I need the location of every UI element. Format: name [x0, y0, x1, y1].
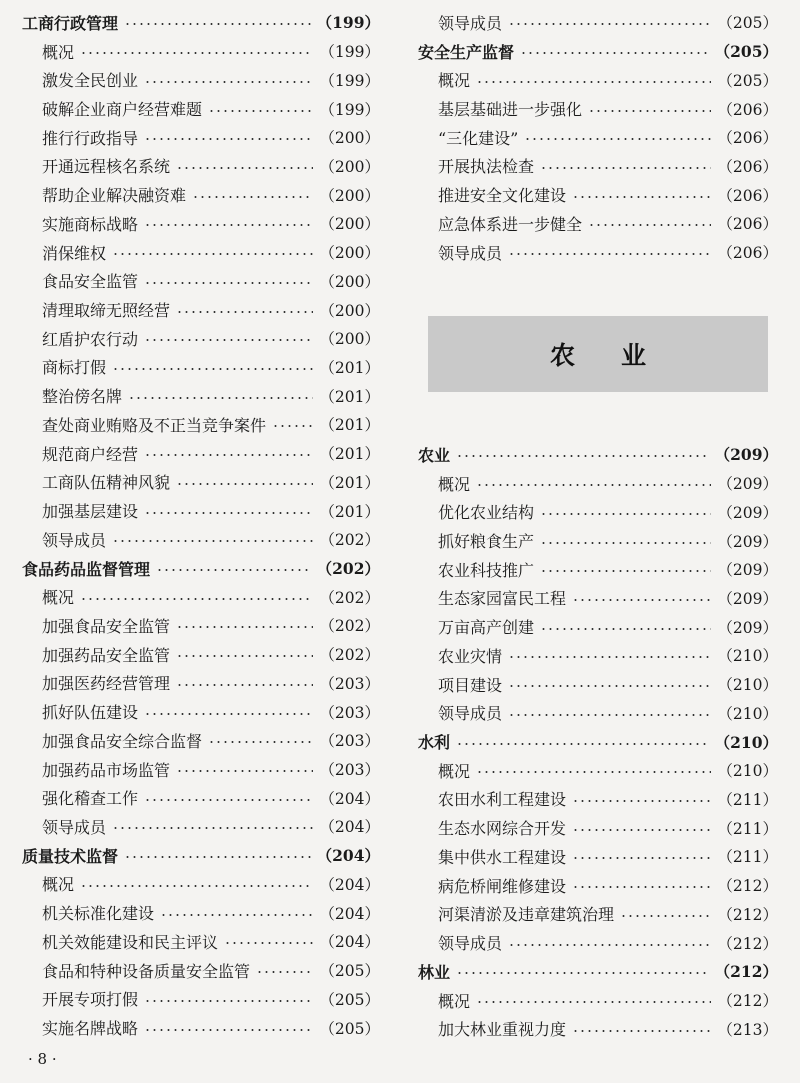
toc-page-number: （205）	[717, 14, 778, 33]
toc-page-number: （200）	[319, 129, 380, 148]
toc-page-number: （200）	[319, 272, 380, 291]
toc-entry[interactable]	[418, 670, 778, 699]
toc-page-number: （201）	[319, 358, 380, 377]
dot-leader	[508, 253, 711, 255]
dot-leader	[540, 570, 711, 572]
toc-page-number: （201）	[319, 445, 380, 464]
toc-entry-label: 领导成员	[42, 817, 107, 837]
toc-entry[interactable]	[22, 496, 380, 525]
toc-page-number: （210）	[717, 676, 778, 695]
toc-entry[interactable]	[418, 469, 778, 498]
toc-page-number: （205）	[714, 42, 778, 62]
toc-entry[interactable]	[22, 611, 380, 640]
dot-leader	[508, 685, 711, 687]
toc-page-number: （202）	[319, 588, 380, 607]
toc-entry-label: 领导成员	[438, 13, 503, 33]
toc-page-number: （200）	[319, 215, 380, 234]
toc-entry[interactable]	[22, 927, 380, 956]
dot-leader	[176, 626, 313, 628]
toc-entry-label: 食品安全监管	[42, 272, 139, 292]
dot-leader	[208, 110, 313, 112]
toc-page-number: （210）	[717, 704, 778, 723]
toc-page-number: （201）	[319, 387, 380, 406]
toc-page-number: （206）	[717, 215, 778, 234]
toc-page-number: （209）	[717, 561, 778, 580]
toc-page-number: （206）	[717, 129, 778, 148]
toc-page-number: （199）	[319, 71, 380, 90]
dot-leader	[572, 196, 711, 198]
toc-entry[interactable]	[22, 295, 380, 324]
dot-leader	[588, 224, 711, 226]
dot-leader	[112, 253, 313, 255]
toc-entry[interactable]	[22, 238, 380, 267]
dot-leader	[144, 81, 313, 83]
toc-entry[interactable]	[22, 123, 380, 152]
toc-entry-label: 基层基础进一步强化	[438, 100, 583, 120]
toc-page-number: （202）	[316, 559, 380, 579]
dot-leader	[540, 513, 711, 515]
toc-entry-label: 红盾护农行动	[42, 329, 139, 349]
toc-entry[interactable]	[22, 984, 380, 1013]
dot-leader	[176, 770, 313, 772]
toc-entry-label: 病危桥闸维修建设	[438, 876, 567, 896]
toc-page-number: （204）	[319, 933, 380, 952]
dot-leader	[144, 339, 313, 341]
toc-entry-label: 实施名牌战略	[42, 1019, 139, 1039]
toc-entry[interactable]	[418, 65, 778, 94]
toc-entry-label: 农业科技推广	[438, 560, 535, 580]
dot-leader	[508, 656, 711, 658]
toc-entry-label: 水利	[418, 733, 451, 753]
toc-entry-label: 加大林业重视力度	[438, 1020, 567, 1040]
toc-entry[interactable]	[22, 180, 380, 209]
toc-section-heading[interactable]	[418, 37, 778, 66]
toc-entry-label: 质量技术监督	[22, 846, 119, 866]
dot-leader	[160, 914, 313, 916]
toc-entry-label: 查处商业贿赂及不正当竞争案件	[42, 415, 267, 435]
toc-page-number: （200）	[319, 330, 380, 349]
toc-entry-label: 抓好队伍建设	[42, 703, 139, 723]
toc-section-heading[interactable]	[418, 727, 778, 756]
toc-page-number: （201）	[319, 502, 380, 521]
toc-entry-label: 概况	[438, 71, 471, 91]
toc-entry-label: 食品药品监督管理	[22, 559, 151, 579]
toc-entry-label: 开通远程核名系统	[42, 157, 171, 177]
toc-entry-label: 优化农业结构	[438, 503, 535, 523]
toc-entry-label: 安全生产监督	[418, 42, 515, 62]
dot-leader	[112, 540, 313, 542]
toc-entry[interactable]	[418, 123, 778, 152]
toc-entry-label: 概况	[42, 875, 75, 895]
toc-entry-label: 农业	[418, 445, 451, 465]
dot-leader	[144, 224, 313, 226]
dot-leader	[520, 52, 709, 54]
toc-entry[interactable]	[418, 986, 778, 1015]
toc-entry-label: 帮助企业解决融资难	[42, 186, 187, 206]
dot-leader	[176, 311, 313, 313]
toc-entry[interactable]	[22, 697, 380, 726]
toc-entry-label: 加强医药经营管理	[42, 674, 171, 694]
toc-page-number: （201）	[319, 473, 380, 492]
toc-page-number: （211）	[717, 848, 778, 867]
toc-entry-label: 工商队伍精神风貌	[42, 473, 171, 493]
toc-entry[interactable]	[22, 353, 380, 382]
toc-entry[interactable]	[22, 525, 380, 554]
toc-entry-label: 万亩高产创建	[438, 618, 535, 638]
toc-entry[interactable]	[22, 324, 380, 353]
dot-leader	[572, 886, 711, 888]
toc-entry-label: 清理取缔无照经营	[42, 301, 171, 321]
dot-leader	[80, 52, 313, 54]
dot-leader	[144, 138, 313, 140]
chapter-banner	[428, 316, 768, 392]
toc-entry-label: 开展执法检查	[438, 157, 535, 177]
toc-entry[interactable]	[418, 526, 778, 555]
dot-leader	[588, 110, 711, 112]
dot-leader	[620, 915, 711, 917]
toc-entry[interactable]	[418, 94, 778, 123]
toc-entry-label: 实施商标战略	[42, 214, 139, 234]
toc-entry-label: 概况	[42, 42, 75, 62]
toc-section-heading[interactable]	[418, 440, 778, 469]
toc-entry[interactable]	[22, 898, 380, 927]
toc-entry[interactable]	[418, 928, 778, 957]
toc-page-number: （205）	[319, 962, 380, 981]
toc-page-number: （202）	[319, 617, 380, 636]
toc-page-number: （213）	[717, 1020, 778, 1039]
toc-entry-label: 加强药品市场监管	[42, 760, 171, 780]
toc-entry-label: 加强食品安全综合监督	[42, 731, 203, 751]
dot-leader	[124, 856, 311, 858]
toc-entry-label: 生态水网综合开发	[438, 819, 567, 839]
toc-page-number: （212）	[714, 962, 778, 982]
toc-entry-label: 推进安全文化建设	[438, 186, 567, 206]
dot-leader	[572, 1030, 711, 1032]
toc-entry[interactable]	[418, 612, 778, 641]
toc-page-number: （199）	[319, 100, 380, 119]
dot-leader	[572, 857, 711, 859]
toc-page-number: （205）	[319, 1019, 380, 1038]
toc-entry[interactable]	[418, 238, 778, 267]
toc-entry[interactable]	[22, 582, 380, 611]
toc-entry[interactable]	[22, 755, 380, 784]
toc-entry-label: 激发全民创业	[42, 71, 139, 91]
toc-entry-label: “三化建设”	[438, 128, 519, 148]
toc-entry[interactable]	[22, 37, 380, 66]
toc-page-number: （205）	[319, 990, 380, 1009]
toc-page-number: （203）	[319, 674, 380, 693]
toc-page-number: （209）	[717, 503, 778, 522]
dot-leader	[176, 684, 313, 686]
toc-page-number: （202）	[319, 531, 380, 550]
toc-page-number: （200）	[319, 301, 380, 320]
toc-entry-label: 规范商户经营	[42, 444, 139, 464]
toc-entry-label: 开展专项打假	[42, 990, 139, 1010]
toc-page-number: （206）	[717, 100, 778, 119]
toc-entry[interactable]	[22, 410, 380, 439]
toc-section-heading[interactable]	[22, 554, 380, 583]
toc-entry[interactable]	[22, 726, 380, 755]
dot-leader	[508, 23, 711, 25]
toc-entry-label: 概况	[438, 991, 471, 1011]
toc-entry-label: 集中供水工程建设	[438, 847, 567, 867]
dot-leader	[572, 829, 711, 831]
toc-entry[interactable]	[418, 497, 778, 526]
toc-entry-label: 工商行政管理	[22, 13, 119, 33]
dot-leader	[508, 714, 711, 716]
toc-entry-label: 农业灾情	[438, 646, 503, 666]
toc-entry[interactable]	[22, 209, 380, 238]
toc-entry-label: 河渠清淤及违章建筑治理	[438, 905, 615, 925]
dot-leader	[476, 1001, 711, 1003]
dot-leader	[272, 425, 313, 427]
toc-entry[interactable]	[418, 871, 778, 900]
toc-entry[interactable]	[22, 1013, 380, 1042]
toc-entry-label: 领导成员	[42, 530, 107, 550]
toc-entry-label: 抓好粮食生产	[438, 532, 535, 552]
toc-entry-label: 概况	[438, 474, 471, 494]
toc-entry[interactable]	[418, 180, 778, 209]
dot-leader	[112, 827, 313, 829]
dot-leader	[524, 138, 711, 140]
toc-entry-label: 机关效能建设和民主评议	[42, 932, 219, 952]
dot-leader	[176, 167, 313, 169]
toc-left-column	[22, 8, 380, 1042]
toc-entry-label: 领导成员	[438, 934, 503, 954]
dot-leader	[540, 542, 711, 544]
toc-entry-label: 加强食品安全监管	[42, 616, 171, 636]
toc-entry[interactable]	[22, 381, 380, 410]
toc-entry-label: 整治傍名牌	[42, 387, 123, 407]
toc-page-number: （204）	[319, 875, 380, 894]
toc-entry-label: 生态家园富民工程	[438, 589, 567, 609]
toc-page-number: （200）	[319, 244, 380, 263]
toc-entry-label: 概况	[438, 761, 471, 781]
toc-page-number: （209）	[717, 618, 778, 637]
toc-entry[interactable]	[418, 152, 778, 181]
dot-leader	[156, 569, 311, 571]
toc-entry[interactable]	[418, 555, 778, 584]
toc-entry[interactable]	[418, 842, 778, 871]
toc-entry[interactable]	[22, 266, 380, 295]
toc-entry[interactable]	[22, 870, 380, 899]
toc-page-number: （200）	[319, 157, 380, 176]
toc-entry-label: 概况	[42, 588, 75, 608]
toc-entry-label: 农田水利工程建设	[438, 790, 567, 810]
toc-page-number: （212）	[717, 934, 778, 953]
toc-entry[interactable]	[22, 812, 380, 841]
toc-page-number: （203）	[319, 732, 380, 751]
dot-leader	[224, 942, 313, 944]
dot-leader	[112, 368, 313, 370]
toc-page-number: （209）	[717, 475, 778, 494]
toc-page-number: （212）	[717, 877, 778, 896]
toc-page-number: （209）	[717, 589, 778, 608]
dot-leader	[476, 81, 711, 83]
toc-entry[interactable]	[418, 698, 778, 727]
page-folio: · 8 ·	[28, 1050, 57, 1068]
toc-entry[interactable]	[418, 900, 778, 929]
toc-page-number: （199）	[316, 13, 380, 33]
toc-entry-label: 食品和特种设备质量安全监管	[42, 961, 251, 981]
dot-leader	[144, 1000, 313, 1002]
toc-entry-label: 加强药品安全监管	[42, 645, 171, 665]
toc-entry[interactable]	[22, 640, 380, 669]
toc-page-number: （203）	[319, 703, 380, 722]
toc-page-number: （210）	[717, 762, 778, 781]
dot-leader	[80, 885, 313, 887]
dot-leader	[572, 800, 711, 802]
toc-entry-label: 林业	[418, 962, 451, 982]
toc-page-number: （204）	[319, 789, 380, 808]
toc-entry-label: 推行行政指导	[42, 128, 139, 148]
toc-entry[interactable]	[22, 152, 380, 181]
toc-page-number: （206）	[717, 186, 778, 205]
toc-page-number: （203）	[319, 761, 380, 780]
toc-entry[interactable]	[22, 956, 380, 985]
toc-page-number: （206）	[717, 244, 778, 263]
dot-leader	[540, 167, 711, 169]
toc-section-heading[interactable]	[22, 841, 380, 870]
dot-leader	[256, 971, 313, 973]
dot-leader	[456, 743, 709, 745]
toc-entry[interactable]	[418, 1014, 778, 1043]
toc-entry[interactable]	[418, 641, 778, 670]
dot-leader	[128, 397, 313, 399]
toc-entry[interactable]	[418, 8, 778, 37]
toc-entry-label: 机关标准化建设	[42, 904, 155, 924]
toc-page-number: （209）	[717, 532, 778, 551]
toc-entry[interactable]	[418, 813, 778, 842]
toc-page-number: （205）	[717, 71, 778, 90]
toc-entry-label: 应急体系进一步健全	[438, 214, 583, 234]
toc-entry[interactable]	[22, 783, 380, 812]
toc-section-heading[interactable]	[22, 8, 380, 37]
dot-leader	[476, 484, 711, 486]
toc-entry-label: 破解企业商户经营难题	[42, 100, 203, 120]
toc-page-number: （202）	[319, 646, 380, 665]
toc-entry-label: 领导成员	[438, 243, 503, 263]
dot-leader	[192, 196, 313, 198]
toc-entry[interactable]	[418, 584, 778, 613]
toc-page-number: （199）	[319, 43, 380, 62]
toc-entry[interactable]	[418, 209, 778, 238]
toc-page-number: （211）	[717, 819, 778, 838]
dot-leader	[144, 512, 313, 514]
toc-entry[interactable]	[22, 439, 380, 468]
dot-leader	[456, 972, 709, 974]
toc-entry-label: 领导成员	[438, 704, 503, 724]
toc-entry[interactable]	[22, 468, 380, 497]
dot-leader	[540, 628, 711, 630]
toc-page-number: （204）	[319, 904, 380, 923]
toc-entry-label: 加强基层建设	[42, 502, 139, 522]
dot-leader	[144, 1029, 313, 1031]
dot-leader	[144, 799, 313, 801]
toc-page-number: （204）	[316, 846, 380, 866]
toc-entry-label: 消保维权	[42, 243, 107, 263]
toc-entry-label: 强化稽查工作	[42, 789, 139, 809]
toc-page-number: （200）	[319, 186, 380, 205]
toc-page-number: （210）	[717, 647, 778, 666]
toc-page-number: （209）	[714, 445, 778, 465]
dot-leader	[176, 483, 313, 485]
toc-section-heading[interactable]	[418, 957, 778, 986]
dot-leader	[144, 282, 313, 284]
dot-leader	[476, 771, 711, 773]
toc-page-number: （201）	[319, 416, 380, 435]
dot-leader	[456, 455, 709, 457]
toc-entry[interactable]	[22, 669, 380, 698]
dot-leader	[124, 23, 311, 25]
toc-entry[interactable]	[22, 94, 380, 123]
toc-page-number: （212）	[717, 992, 778, 1011]
toc-entry[interactable]	[418, 785, 778, 814]
toc-right-column-upper	[418, 8, 778, 266]
toc-entry[interactable]	[22, 65, 380, 94]
dot-leader	[208, 741, 313, 743]
toc-page-number: （206）	[717, 157, 778, 176]
toc-page-number: （204）	[319, 818, 380, 837]
dot-leader	[144, 713, 313, 715]
toc-right-column-lower	[418, 440, 778, 1043]
toc-page-number: （211）	[717, 790, 778, 809]
toc-entry-label: 项目建设	[438, 675, 503, 695]
dot-leader	[176, 655, 313, 657]
dot-leader	[80, 598, 313, 600]
toc-page-number: （210）	[714, 732, 778, 752]
dot-leader	[508, 944, 711, 946]
chapter-banner-title: 农业	[549, 341, 692, 370]
dot-leader	[144, 454, 313, 456]
toc-entry[interactable]	[418, 756, 778, 785]
dot-leader	[572, 599, 711, 601]
toc-page-number: （212）	[717, 905, 778, 924]
toc-entry-label: 商标打假	[42, 358, 107, 378]
